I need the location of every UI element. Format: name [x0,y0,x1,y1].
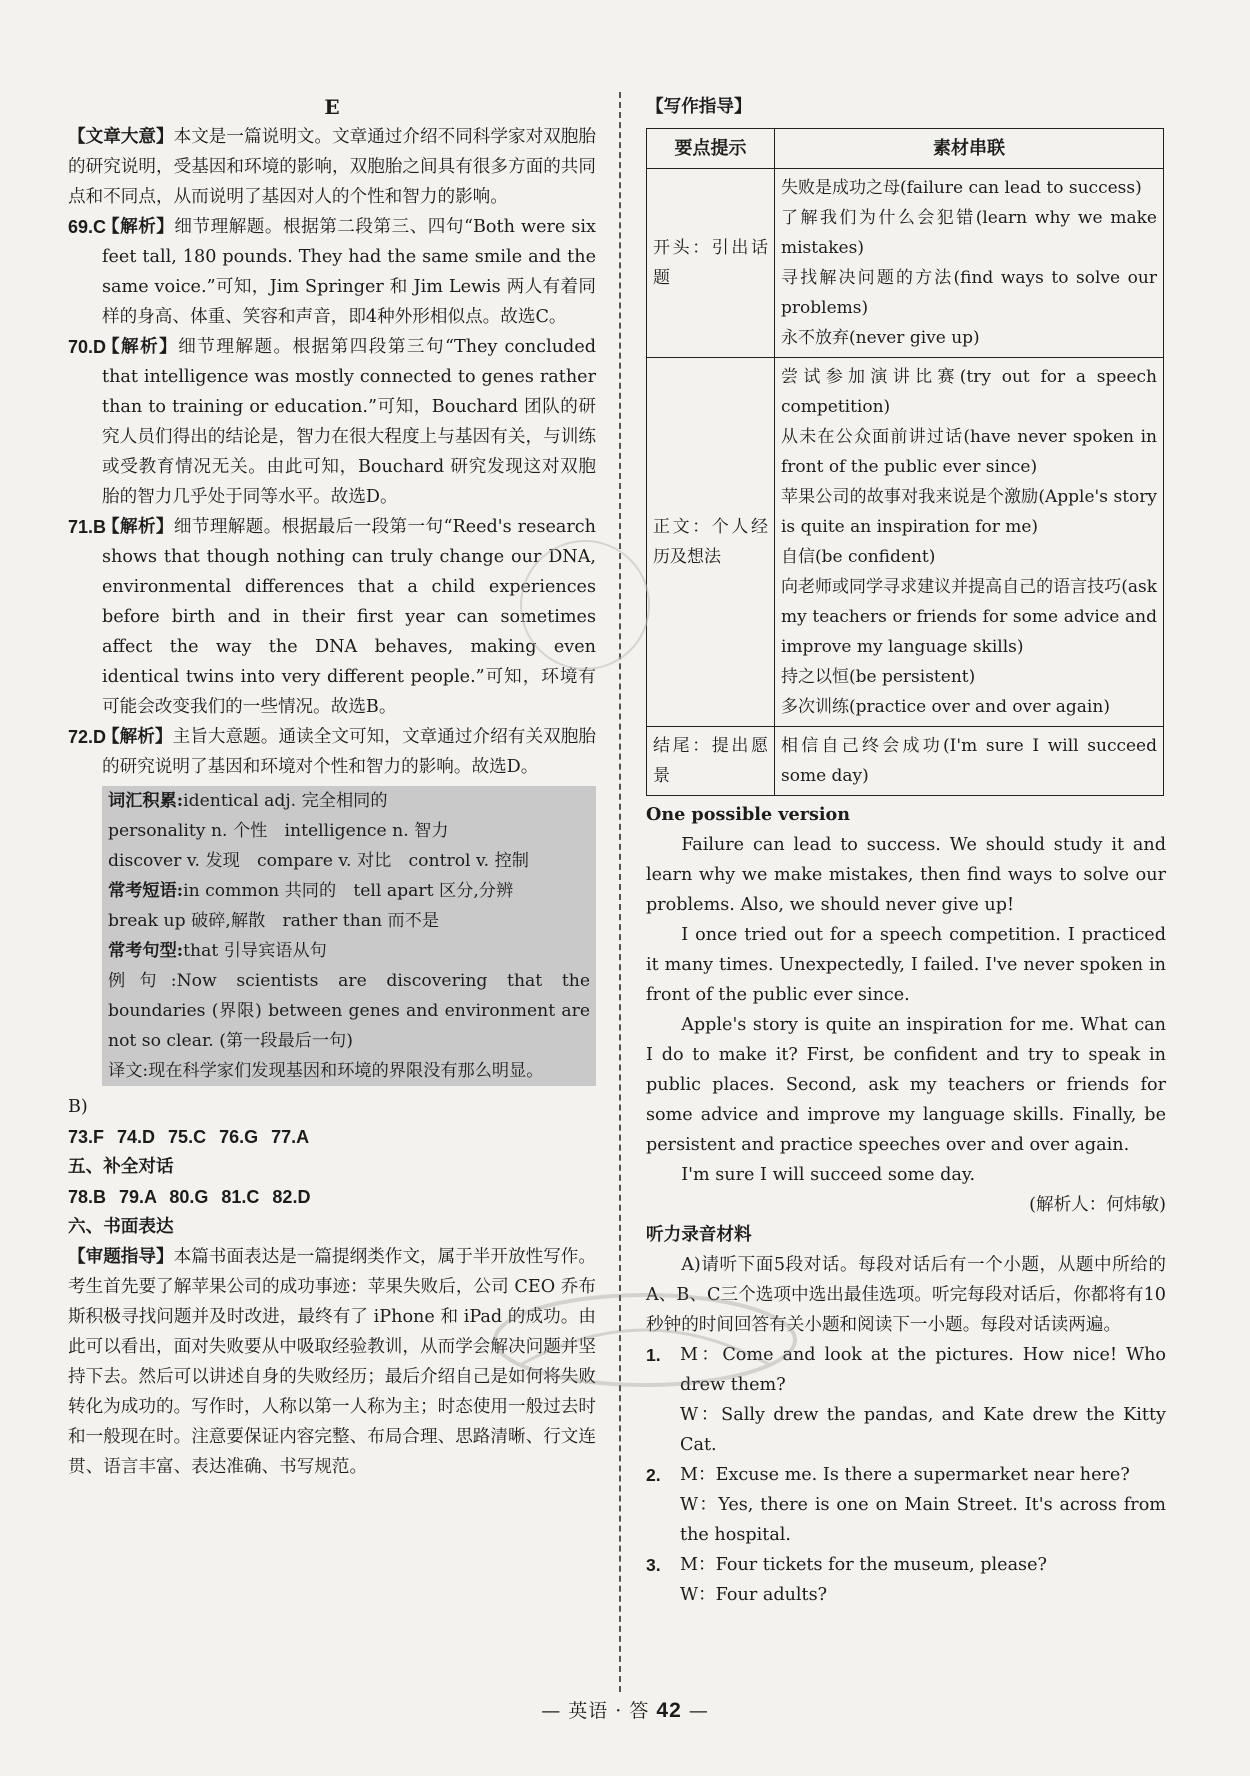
vocab-phrases-2: break up 破碎,解散 rather than 而不是 [108,911,440,931]
sample-essay [646,830,1166,1190]
essay-paragraph: I once tried out for a speech competition. I practiced it many times. Unexpectedly, I failed. I've never spoken in front of the public ever since. [646,925,1166,1005]
material-item: 从未在公众面前讲过话(have never spoken in front of the public ever since) [781,427,1157,477]
table-header-key: 要点提示 [647,129,775,169]
writing-guide-heading: 【写作指导】 [646,96,752,117]
footer-subject: — 英语 · 答 [541,1700,650,1722]
answer-number: 72.D [68,727,107,747]
dialog-m-line: M：Come and look at the pictures. How nice! Who drew them? [680,1345,1166,1395]
answer-71 [68,512,596,722]
answer-tag: 【解析】 [102,726,173,747]
dialog-w-line: W：Sally drew the pandas, and Kate drew the Kitty Cat. [680,1405,1166,1455]
answer-tag: 【解析】 [102,516,174,537]
summary-text: 本文是一篇说明文。文章通过介绍不同科学家对双胞胎的研究说明，受基因和环境的影响，双胞胎之间具有很多方面的共同点和不同点，从而说明了基因对人的个性和智力的影响。 [68,127,596,207]
vocab-pattern-label: 常考句型: [108,941,184,961]
watermark-stamp [520,540,650,670]
vocab-phrases-1: in common 共同的 tell apart 区分,分辨 [183,881,514,901]
section-5-heading: 五、补全对话 [68,1156,174,1177]
material-item: 永不放弃(never give up) [781,328,980,348]
answer-69 [68,212,596,332]
material-item: 持之以恒(be persistent) [781,667,976,687]
page-footer [0,1696,1250,1723]
column-divider [619,92,621,1692]
table-material-cell [775,727,1164,796]
vocab-phrases-label: 常考短语: [108,881,184,901]
table-row [647,727,1164,796]
table-row [647,358,1164,727]
listening-intro: A)请听下面5段对话。每段对话后有一个小题，从题中所给的A、B、C三个选项中选出最佳选项。听完每段对话后，你都将有10秒钟的时间回答有关小题和阅读下一小题。每段对话读两遍。 [646,1255,1166,1335]
dialog-number: 2. [646,1465,661,1485]
answer-number: 71.B [68,517,107,537]
answer-text: 细节理解题。根据最后一段第一句“Reed's research shows that though nothing can truly change our DNA, environmental differences that a child experiences before birth and in their first year can sometimes affect the way the DNA behaves, making even identical twins into very different people.”可知，环境有可能会改变我们的一些情况。故选B。 [102,517,596,717]
material-item: 了解我们为什么会犯错(learn why we make mistakes) [781,208,1157,258]
dialog-w-line: W：Four adults? [680,1585,828,1605]
summary-label: 【文章大意】 [68,126,174,147]
table-key-cell: 开头：引出话题 [647,169,775,358]
outline-table [646,128,1164,796]
vocab-pattern-text: that 引导宾语从句 [183,941,327,961]
answer-number: 69.C [68,217,107,237]
vocab-phrases-line [108,876,590,906]
answer-72 [68,722,596,782]
table-row [647,169,1164,358]
dialog-2 [646,1460,1166,1550]
material-item: 尝试参加演讲比赛(try out for a speech competition) [781,367,1157,417]
left-column [68,92,596,1482]
table-material-cell [775,169,1164,358]
dialog-number: 1. [646,1345,661,1365]
vocab-words-2: personality n. 个性 intelligence n. 智力 [108,821,449,841]
material-item: 失败是成功之母(failure can lead to success) [781,178,1142,198]
answer-number: 70.D [68,337,107,357]
vocabulary-box [102,786,596,1086]
answer-text: 细节理解题。根据第四段第三句“They concluded that intelligence was mostly connected to genes rather than to training or education.”可知，Bouchard 团队的研究人员们得出的结论是，智力在很大程度上与基因有关，与训练或受教育情况无关。由此可知，Bouchard 研究发现这对双胞胎的智力几乎处于同等水平。故选D。 [102,337,596,507]
section-6-heading: 六、书面表达 [68,1216,174,1237]
dialog-w-line: W：Yes, there is one on Main Street. It's across from the hospital. [680,1495,1166,1545]
answer-text: 细节理解题。根据第二段第三、四句“Both were six feet tall, 180 pounds. They had the same smile and the same voice.”可知，Jim Springer 和 Jim Lewis 两人有着同样的身高、体重、笑容和声音，即4种外形相似点。故选C。 [102,217,596,327]
vocab-words-1: identical adj. 完全相同的 [183,791,388,811]
summary-paragraph [68,122,596,212]
table-key-cell: 结尾：提出愿景 [647,727,775,796]
essay-paragraph: Failure can lead to success. We should study it and learn why we make mistakes, then find ways to solve our problems. Also, we should never give up! [646,835,1166,915]
table-header-material: 素材串联 [775,129,1164,169]
answer-70 [68,332,596,512]
material-item: 向老师或同学寻求建议并提高自己的语言技巧(ask my teachers or friends for some advice and improve my language skills) [781,577,1157,657]
vocab-pattern-line [108,936,590,966]
dialog-m-line: M：Four tickets for the museum, please? [680,1555,1047,1575]
material-item: 多次训练(practice over and over again) [781,697,1110,717]
vocab-trans-line [108,1056,590,1086]
answers-78-82: 78.B 79.A 80.G 81.C 82.D [68,1187,311,1207]
dialog-3 [646,1550,1166,1610]
vocab-words-3: discover v. 发现 compare v. 对比 control v. 控制 [108,851,529,871]
answer-tag: 【解析】 [102,216,175,237]
material-item: 自信(be confident) [781,547,936,567]
essay-paragraph: Apple's story is quite an inspiration for me. What can I do to make it? First, be confident and try to speak in public places. Second, ask my teachers or friends for some advice and improve my language skills. Finally, be persistent and practice speeches over and over again. [646,1015,1166,1155]
material-item: 苹果公司的故事对我来说是个激励(Apple's story is quite an inspiration for me) [781,487,1157,537]
section-letter: E [324,95,340,119]
answers-73-77: 73.F 74.D 75.C 76.G 77.A [68,1127,310,1147]
vocab-trans-text: 现在科学家们发现基因和环境的界限没有那么明显。 [148,1061,544,1081]
vocab-example-line [108,966,590,1056]
listening-heading: 听力录音材料 [646,1224,752,1245]
table-key-cell: 正文：个人经历及想法 [647,358,775,727]
vocab-words-line [108,786,590,816]
section-b-close: B) [68,1097,88,1117]
vocab-example-text: Now scientists are discovering that the boundaries (界限) between genes and environment are not so clear. (第一段最后一句) [108,971,590,1051]
vocab-trans-label: 译文: [108,1061,149,1081]
analyst-signature: (解析人：何炜敏) [1029,1195,1166,1215]
watermark-logo [480,1285,810,1395]
possible-version-heading: One possible version [646,804,851,825]
essay-paragraph: I'm sure I will succeed some day. [681,1165,976,1185]
dialog-number: 3. [646,1555,661,1575]
answer-tag: 【解析】 [102,336,179,357]
vocab-words-label: 词汇积累: [108,791,184,811]
footer-dash: — [688,1700,709,1722]
writing-guide-text: 本篇书面表达是一篇提纲类作文，属于半开放性写作。考生首先要了解苹果公司的成功事迹：苹果失败后，公司 CEO 乔布斯积极寻找问题并及时改进，最终有了 iPhone 和 iPad 的成功。由此可以看出，面对失败要从中吸取经验教训，从而学会解决问题并坚持下去。然后可以讲述自身的失败经历；最后介绍自己是如何将失败转化为成功的。写作时，人称以第一人称为主；时态使用一般过去时和一般现在时。注意要保证内容完整、布局合理、思路清晰、行文连贯、语言丰富、表达准确、书写规范。 [68,1247,596,1477]
answer-text: 主旨大意题。通读全文可知，文章通过介绍有关双胞胎的研究说明了基因和环境对个性和智力的影响。故选D。 [102,727,596,777]
vocab-example-label: 例句: [108,971,177,991]
table-header-row [647,129,1164,169]
page-number: 42 [656,1699,682,1722]
dialog-m-line: M：Excuse me. Is there a supermarket near here? [680,1465,1130,1485]
table-material-cell [775,358,1164,727]
writing-guide-label: 【审题指导】 [68,1246,174,1267]
material-item: 相信自己终会成功(I'm sure I will succeed some day) [781,736,1157,786]
material-item: 寻找解决问题的方法(find ways to solve our problems) [781,268,1157,318]
